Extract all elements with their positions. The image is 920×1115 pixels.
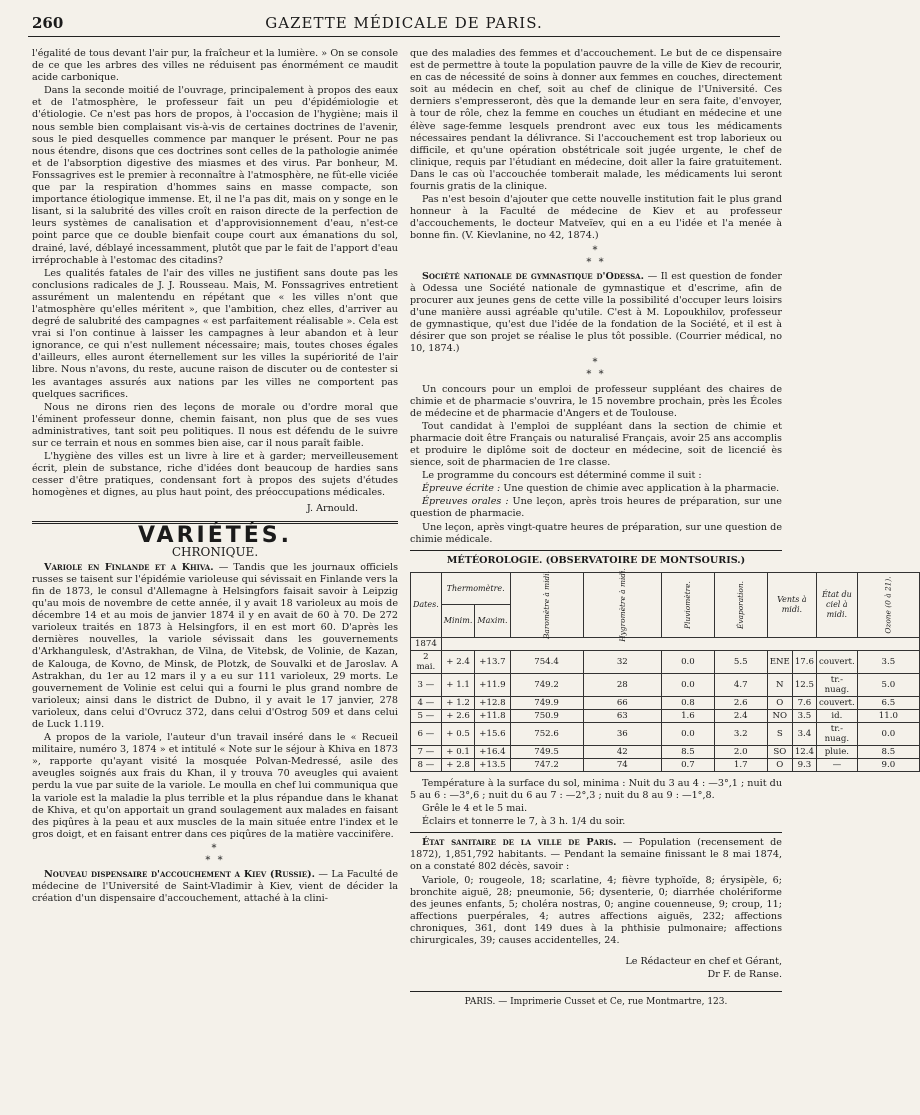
table-cell: + 2.4 (441, 650, 475, 673)
table-cell: +16.4 (475, 745, 510, 758)
right-column (410, 48, 898, 1008)
table-cell: 752.6 (510, 722, 583, 745)
paragraph: Les qualités fatales de l'air des villes ne justifient sans doute pas les conclusions radicales de J. J. Rousseau. Mais, M. Fonssagrives entretient assurément un malentendu en répétant que « les villes n'ont que l'atmosphère qu'elles méritent », que l'ambition, chez elles, d'arriver au degré de salubrité des campagnes « est parfaitement réalisable ». Cela est vrai si l'on continue à laisser les campagnes à leur abandon et à leur ignorance, ce qui n'est nullement nécessaire; mais, toutes choses égales d'ailleurs, elles auront éternellement sur les villes la supériorité de l'air libre. Nous n'avons, du reste, aucune raison de discuter ou de contester si les avantages assurés aux nations par les villes ne comportent pas quelques sacrifices. (32, 267, 398, 400)
table-cell: ENE (767, 650, 792, 673)
table-cell: SO (767, 745, 792, 758)
table-cell: 0.0 (662, 722, 715, 745)
meteo-table-body (411, 637, 920, 771)
table-cell: O (767, 696, 792, 709)
divider (410, 832, 782, 833)
table-cell: + 1.2 (441, 696, 475, 709)
table-cell: + 0.5 (441, 722, 475, 745)
section-stars: * * * (205, 842, 225, 866)
col-maxim: Maxim. (475, 605, 510, 638)
col-vents: Vents à midi. (767, 572, 816, 637)
paragraph: Dans la seconde moitié de l'ouvrage, principalement à propos des eaux et de l'atmosphère, le professeur fait un peu d'épidémiologie et d'étiologie. Ce n'est pas hors de propos, à l'occasion de l'hygiène; mais il nous semble bien complaisant vis-à-vis de certaines doctrines de l'avenir, sous le pied desquelles commence par manquer le présent. Pour ne pas nous étendre, disons que ces doctrines sont celles de la pathologie animée et de l'absorption digestive des miasmes et des virus. Par bonheur, M. Fonssagrives est le premier à reconnaître à l'atmosphère, ne fût-elle viciée que par la respiration d'hommes sains en masse compacte, son importance étiologique immense. Et, il ne l'a pas dit, mais on y songe en le lisant, si la salubrité des villes croît en raison directe de la perfection de leurs systèmes de canalisation et d'approvisionnement d'eau, n'est-ce point parce que ce double bienfait coupe court aux émanations du sol, drainé, lavé, déblayé incessamment, plutôt que par le fait de l'apport d'eau irréprochable à l'estomac des citadins? (32, 85, 398, 266)
table-cell: 3.4 (792, 722, 816, 745)
table-cell: 8.5 (662, 745, 715, 758)
table-cell: 2.0 (714, 745, 767, 758)
paragraph: Tout candidat à l'emploi de suppléant dans la section de chimie et pharmacie doit être Français ou naturalisé Français, avoir 25 ans accomplis et produire le diplôme soit de docteur en médecine, soit de licencié ès sience, soit de pharmacien de 1re classe. (410, 420, 782, 469)
table-cell: id. (816, 709, 857, 722)
table-cell: couvert. (816, 650, 857, 673)
paragraph: Température à la surface du sol, minima : Nuit du 3 au 4 : —3°,1 ; nuit du 5 au 6 : —3°,6 ; nuit du 6 au 7 : —2°,3 ; nuit du 8 au 9 : —1°,8. (410, 777, 782, 801)
article-odessa (410, 271, 782, 356)
divider (410, 550, 782, 551)
epreuve-ecrite (410, 483, 782, 495)
paragraph: Une leçon, après vingt-quatre heures de préparation, sur une question de chimie médicale. (410, 521, 782, 545)
table-cell: 74 (583, 758, 662, 771)
table-cell: +13.7 (475, 650, 510, 673)
table-cell: 749.5 (510, 745, 583, 758)
col-evaporation: Évaporation. (735, 580, 745, 629)
table-cell: 3.2 (714, 722, 767, 745)
article-body: — La Faculté de médecine de l'Université de Saint-Vladimir à Kiev, vient de décider la création d'un dispensaire d'accouchement, attaché à la clini- (32, 869, 399, 905)
table-cell: +12.8 (475, 696, 510, 709)
table-cell: 6.5 (857, 696, 919, 709)
table-cell: 63 (583, 709, 662, 722)
table-cell: 3 — (411, 673, 442, 696)
article-title: État sanitaire de la ville de Paris. (422, 837, 617, 849)
table-cell: 0.0 (857, 722, 919, 745)
paragraph: Nous ne dirons rien des leçons de morale ou d'ordre moral que l'éminent professeur donne, chemin faisant, non plus que de ses vues administratives, tant soit peu politiques. Il nous est défendu de le suivre sur ce terrain et nous en sommes bien aise, car il nous paraît faible. (32, 401, 398, 449)
table-cell: 4 — (411, 696, 442, 709)
table-cell: 2.4 (714, 709, 767, 722)
table-cell: 8 — (411, 758, 442, 771)
col-barometre: Baromètre à midi. (541, 570, 551, 639)
paragraph: Grêle le 4 et le 5 mai. (422, 803, 528, 815)
table-cell: 9.0 (857, 758, 919, 771)
meteo-table (410, 568, 920, 772)
table-cell: 8.5 (857, 745, 919, 758)
table-cell: 5.0 (857, 673, 919, 696)
table-cell: 2.6 (714, 696, 767, 709)
col-minim: Minim. (441, 605, 475, 638)
table-cell: 4.7 (714, 673, 767, 696)
table-cell: +11.9 (475, 673, 510, 696)
paragraph: que des maladies des femmes et d'accouchement. Le but de ce dispensaire est de permettre à toute la population pauvre de la ville de Kiev de recourir, en cas de nécessité de soins à donner aux femmes en couches, directement soit au médecin en chef, soit au chef de clinique de l'Université. Ces derniers s'empresseront, dès que la demande leur en sera faite, d'envoyer, à tour de rôle, chez la femme en couches un étudiant en médecine et une élève sage-femme lesquels prendront avec eux tous les médicaments nécessaires pendant la délivrance. Si l'accouchement est trop laborieux ou difficile, et qu'une opération obstétricale soit jugée urgente, le chef de clinique, requis par l'étudiant en médecine, doit aller la faire gratuitement. Dans le cas où l'accouchée tomberait malade, les médicaments lui seront fournis gratis de la clinique. (410, 48, 782, 193)
table-cell: 0.7 (662, 758, 715, 771)
table-cell: 1.7 (714, 758, 767, 771)
table-cell: tr.-nuag. (816, 673, 857, 696)
article-dispensaire (32, 869, 398, 905)
article-body: — Il est question de fonder à Odessa une Société nationale de gymnastique et d'escrime, afin de procurer aux jeunes gens de cette ville la possibilité d'occuper leurs loisirs d'une manière aussi agréable qu'utile. C'est à M. Lopoukhilov, professeur de gymnastique, qu'est due l'idée de la fondation de la Société, et il est à désirer que son projet se réalise le plus tôt possible. (Courrier médical, no 10, 1874.) (410, 270, 783, 355)
article-title: Société nationale de gymnastique d'Odessa. (422, 270, 644, 282)
table-row (411, 650, 920, 673)
table-cell: 17.6 (792, 650, 816, 673)
epreuve-orales (410, 496, 782, 520)
table-cell: N (767, 673, 792, 696)
journal-title: GAZETTE MÉDICALE DE PARIS. (265, 14, 543, 32)
table-cell: 5 — (411, 709, 442, 722)
table-cell: S (767, 722, 792, 745)
table-cell: 749.2 (510, 673, 583, 696)
table-cell: 9.3 (792, 758, 816, 771)
epreuve-label: Épreuve écrite : (422, 483, 501, 495)
epreuve-text: Une question de chimie avec application à la pharmacie. (503, 483, 780, 495)
table-cell: NO (767, 709, 792, 722)
table-cell: 0.0 (662, 650, 715, 673)
table-cell: 754.4 (510, 650, 583, 673)
paragraph: l'égalité de tous devant l'air pur, la fraîcheur et la lumière. » On se console de ce que les arbres des villes ne réduisent pas énormément ce maudit acide carbonique. (32, 48, 398, 84)
left-column (32, 48, 398, 906)
col-pluviometre: Pluviomètre. (682, 580, 692, 629)
table-cell: 750.9 (510, 709, 583, 722)
col-ozone: Ozone (0 à 21). (883, 576, 893, 634)
editor-role: Le Rédacteur en chef et Gérant, (625, 956, 782, 968)
table-cell: + 0.1 (441, 745, 475, 758)
article-title: Nouveau dispensaire d'accouchement a Kiev (Russie). (44, 869, 315, 881)
section-stars: * * * (586, 357, 606, 381)
table-cell: +11.8 (475, 709, 510, 722)
table-cell: — (816, 758, 857, 771)
table-cell: + 2.8 (441, 758, 475, 771)
paragraph: Variole, 0; rougeole, 18; scarlatine, 4; fièvre typhoïde, 8; érysipèle, 6; bronchite aiguë, 28; pneumonie, 56; dysenterie, 0; diarrhée cholériforme des jeunes enfants, 5; choléra nostras, 0; angine couenneuse, 9; croup, 11; affections puerpérales, 4; autres affections aiguës, 232; affections chroniques, 361, dont 149 dues à la phthisie pulmonaire; affections chirurgicales, 39; causes accidentelles, 24. (410, 874, 782, 946)
table-cell: + 2.6 (441, 709, 475, 722)
table-cell: 12.4 (792, 745, 816, 758)
table-cell: 747.2 (510, 758, 583, 771)
table-row (411, 722, 920, 745)
table-cell: 3.5 (857, 650, 919, 673)
table-cell: tr.-nuag. (816, 722, 857, 745)
paragraph: Un concours pour un emploi de professeur suppléant des chaires de chimie et de pharmacie s'ouvrira, le 15 novembre prochain, près les Écoles de médecine et de pharmacie d'Angers et de Toulouse. (410, 383, 782, 419)
table-cell: + 1.1 (441, 673, 475, 696)
col-thermometre: Thermomètre. (441, 572, 510, 605)
col-etat: État du ciel à midi. (816, 572, 857, 637)
table-cell: 7 — (411, 745, 442, 758)
table-cell: 11.0 (857, 709, 919, 722)
meteo-title: MÉTÉOROLOGIE. (OBSERVATOIRE DE MONTSOURIS.) (446, 554, 746, 566)
col-hygrometre: Hygromètre à midi. (617, 568, 627, 642)
table-row (411, 637, 920, 650)
table-cell: 2 mai. (411, 650, 442, 673)
table-cell: 0.8 (662, 696, 715, 709)
table-row (411, 673, 920, 696)
table-cell: 7.6 (792, 696, 816, 709)
paragraph: Éclairs et tonnerre le 7, à 3 h. 1/4 du soir. (422, 816, 626, 828)
table-cell: 3.5 (792, 709, 816, 722)
table-row (411, 709, 920, 722)
table-cell: 66 (583, 696, 662, 709)
article-body: — Tandis que les journaux officiels russes se taisent sur l'épidémie varioleuse qui sévissait en Finlande vers la fin de 1873, le consul d'Allemagne à Helsingfors faisait savoir à Leipzig qu'au mois de novembre de cette année, il y avait 18 varioleux au mois de décembre 14 et au mois de janvier 1874 il y en avait de 60 à 70. De 272 varioleux traités en 1873 à Helsingfors, il en est mort 60. D'après les dernières nouvelles, la variole sévissait dans les gouvernements d'Arkhangulesk, d'Astrakhan, de Vilna, de Vitebsk, de Volinie, de Kazan, de Kalouga, de Kovno, de Minsk, de Plotzk, de Souvalki et de Jaroslav. A Astrakhan, du 1er au 12 mars il y a eu sur 111 varioleux, 29 morts. Le gouvernement de Volinie est celui qui a fourni le plus grand nombre de varioleux; ainsi dans le district de Dubno, il y avait le 17 janvier, 278 varioleux, dans celui d'Ovrucz 372, dans celui d'Ostrog 509 et dans celui de Luck 1.119. (32, 561, 398, 730)
table-row (411, 758, 920, 771)
signature: J. Arnould. (306, 503, 358, 515)
article-etat-sanitaire (410, 837, 782, 873)
table-cell: +13.5 (475, 758, 510, 771)
page-number: 260 (32, 14, 64, 32)
epreuve-label: Épreuves orales : (422, 496, 509, 508)
table-cell: 12.5 (792, 673, 816, 696)
table-cell: 6 — (411, 722, 442, 745)
printer-line: PARIS. — Imprimerie Cusset et Ce, rue Montmartre, 123. (410, 991, 782, 1008)
year-cell: 1874 (411, 637, 442, 650)
article-title: Variole en Finlande et a Khiva. (44, 561, 214, 573)
paragraph: A propos de la variole, l'auteur d'un travail inséré dans le « Recueil militaire, numéro 3, 1874 » et intitulé « Note sur le séjour à Khiva en 1873 », rapporte qu'ayant visité la mosquée Polvan-Medressé, asile des aveugles soignés aux frais du Khan, il y trouva 70 aveugles qui avaient perdu la vue par suite de la variole. Le moulla en chef lui communiqua que la variole est la maladie la plus terrible et la plus répandue dans le khanat de Khiva, et qu'on apportait un grand soulagement aux malades en faisant des piqûres à la peau et aux muscles de la main située entre l'index et le gros doigt, et en faisant entrer dans ces piqûres de la matière vaccinifère. (32, 732, 398, 840)
table-row (411, 696, 920, 709)
table-cell: 1.6 (662, 709, 715, 722)
table-cell: 28 (583, 673, 662, 696)
table-cell: O (767, 758, 792, 771)
page-header (28, 8, 780, 37)
paragraph: L'hygiène des villes est un livre à lire et à garder; merveilleusement écrit, plein de substance, riche d'idées dont beaucoup de hardies sans cesser d'être pratiques, condensant fort à propos des sujets d'études homogènes et dignes, au plus haut point, des préoccupations médicales. (32, 451, 398, 499)
article-variole (32, 562, 398, 731)
table-row (411, 745, 920, 758)
section-subtitle-chronique: CHRONIQUE. (171, 544, 259, 559)
editor-name: Dr F. de Ranse. (707, 969, 782, 981)
table-cell: couvert. (816, 696, 857, 709)
col-dates: Dates. (411, 572, 442, 637)
table-cell: 32 (583, 650, 662, 673)
table-cell: 5.5 (714, 650, 767, 673)
table-cell: 36 (583, 722, 662, 745)
section-stars: * * * (586, 244, 606, 268)
paragraph: Le programme du concours est déterminé comme il suit : (422, 470, 702, 482)
table-cell: pluie. (816, 745, 857, 758)
table-cell: 0.0 (662, 673, 715, 696)
paragraph: Pas n'est besoin d'ajouter que cette nouvelle institution fait le plus grand honneur à la Faculté de médecine de Kiev et au professeur d'accouchements, le docteur Matveïev, qui en a eu l'idée et l'a menée à bonne fin. (V. Kievlanine, no 42, 1874.) (410, 194, 782, 242)
section-title-varietes: VARIÉTÉS. (138, 522, 292, 548)
table-cell: +15.6 (475, 722, 510, 745)
article-body: — Population (recensement de 1872), 1,851,792 habitants. — Pendant la semaine finissant le 8 mai 1874, on a constaté 802 décès, savoir : (410, 837, 782, 873)
epreuve-text: Une leçon, après trois heures de préparation, sur une question de pharmacie. (410, 496, 782, 520)
editor-signature (410, 955, 782, 981)
table-cell: 749.9 (510, 696, 583, 709)
table-cell: 42 (583, 745, 662, 758)
